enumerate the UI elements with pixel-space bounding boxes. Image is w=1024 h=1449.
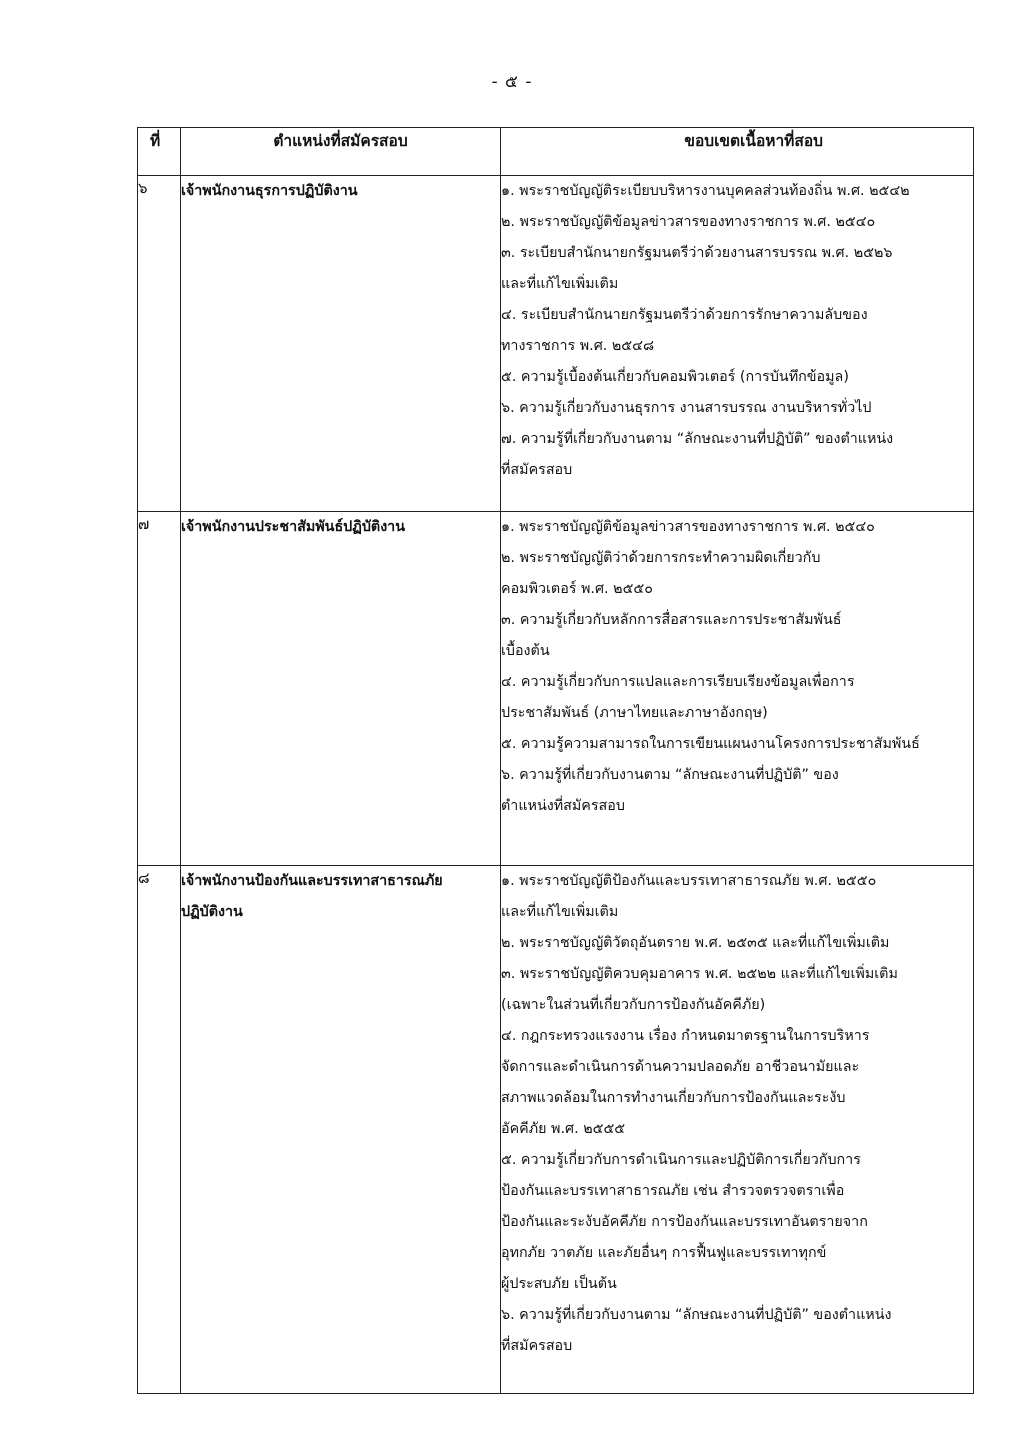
scope-line: ๖. ความรู้ที่เกี่ยวกับงานตาม “ลักษณะงานที่ปฏิบัติ” ของตำแหน่ง: [501, 1307, 892, 1323]
scope-line: ๗. ความรู้ที่เกี่ยวกับงานตาม “ลักษณะงานที่ปฏิบัติ” ของตำแหน่ง: [501, 431, 894, 447]
scope-line: ที่สมัครสอบ: [501, 1338, 573, 1354]
scope-line: ๕. ความรู้เกี่ยวกับการดำเนินการและปฏิบัติการเกี่ยวกับการ: [501, 1152, 861, 1168]
scope-line: จัดการและดำเนินการด้านความปลอดภัย อาชีวอนามัยและ: [501, 1059, 860, 1075]
position-cell: [181, 176, 501, 512]
scope-line: (เฉพาะในส่วนที่เกี่ยวกับการป้องกันอัคคีภัย): [501, 997, 766, 1013]
scope-line: ๕. ความรู้เบื้องต้นเกี่ยวกับคอมพิวเตอร์ (การบันทึกข้อมูล): [501, 369, 849, 385]
table-row: [138, 176, 974, 512]
scope-line: ๓. ความรู้เกี่ยวกับหลักการสื่อสารและการประชาสัมพันธ์: [501, 612, 842, 628]
row-number: ๗: [138, 512, 181, 866]
position-line: เจ้าพนักงานประชาสัมพันธ์ปฏิบัติงาน: [181, 519, 405, 535]
scope-line: อุทกภัย วาตภัย และภัยอื่นๆ การฟื้นฟูและบรรเทาทุกข์: [501, 1245, 827, 1261]
scope-line: ๖. ความรู้ที่เกี่ยวกับงานตาม “ลักษณะงานที่ปฏิบัติ” ของ: [501, 767, 839, 783]
row-number: ๖: [138, 176, 181, 512]
scope-line: ๕. ความรู้ความสามารถในการเขียนแผนงานโครงการประชาสัมพันธ์: [501, 736, 920, 752]
scope-line: ๔. ระเบียบสำนักนายกรัฐมนตรีว่าด้วยการรักษาความลับของ: [501, 307, 868, 323]
scope-line: ป้องกันและบรรเทาสาธารณภัย เช่น สำรวจตรวจตราเพื่อ: [501, 1183, 845, 1199]
scope-line: ๑. พระราชบัญญัติข้อมูลข่าวสารของทางราชการ พ.ศ. ๒๕๔๐: [501, 519, 875, 535]
table-header-row: [138, 128, 974, 176]
scope-line: ป้องกันและระงับอัคคีภัย การป้องกันและบรรเทาอันตรายจาก: [501, 1214, 868, 1230]
scope-line: ผู้ประสบภัย เป็นต้น: [501, 1276, 617, 1292]
scope-line: ๓. ระเบียบสำนักนายกรัฐมนตรีว่าด้วยงานสารบรรณ พ.ศ. ๒๕๒๖: [501, 245, 893, 261]
page-number: - ๕ -: [491, 72, 533, 92]
scope-cell: [501, 176, 974, 512]
exam-scope-table: [137, 127, 974, 1394]
scope-line: ตำแหน่งที่สมัครสอบ: [501, 798, 625, 814]
position-line: ปฏิบัติงาน: [181, 904, 243, 920]
position-cell: [181, 866, 501, 1394]
scope-line: ๖. ความรู้เกี่ยวกับงานธุรการ งานสารบรรณ งานบริหารทั่วไป: [501, 400, 872, 416]
position-line: เจ้าพนักงานธุรการปฏิบัติงาน: [181, 183, 358, 199]
position-cell: [181, 512, 501, 866]
scope-line: สภาพแวดล้อมในการทำงานเกี่ยวกับการป้องกันและระงับ: [501, 1090, 846, 1106]
row-number: ๘: [138, 866, 181, 1394]
scope-line: ประชาสัมพันธ์ (ภาษาไทยและภาษาอังกฤษ): [501, 705, 768, 721]
scope-line: ๔. กฎกระทรวงแรงงาน เรื่อง กำหนดมาตรฐานในการบริหาร: [501, 1028, 870, 1044]
scope-line: ๔. ความรู้เกี่ยวกับการแปลและการเรียบเรียงข้อมูลเพื่อการ: [501, 674, 855, 690]
scope-line: และที่แก้ไขเพิ่มเติม: [501, 276, 619, 292]
scope-line: ๒. พระราชบัญญัติว่าด้วยการกระทำความผิดเกี่ยวกับ: [501, 550, 821, 566]
scope-line: เบื้องต้น: [501, 643, 550, 659]
scope-line: ที่สมัครสอบ: [501, 462, 573, 478]
scope-line: ทางราชการ พ.ศ. ๒๕๔๘: [501, 338, 654, 354]
scope-line: ๑. พระราชบัญญัติป้องกันและบรรเทาสาธารณภัย พ.ศ. ๒๕๕๐: [501, 873, 877, 889]
header-position: ตำแหน่งที่สมัครสอบ: [181, 128, 501, 176]
table-row: [138, 512, 974, 866]
table-row: [138, 866, 974, 1394]
scope-cell: [501, 512, 974, 866]
header-scope: ขอบเขตเนื้อหาที่สอบ: [501, 128, 974, 176]
scope-line: ๑. พระราชบัญญัติระเบียบบริหารงานบุคคลส่วนท้องถิ่น พ.ศ. ๒๕๔๒: [501, 183, 910, 199]
scope-line: ๓. พระราชบัญญัติควบคุมอาคาร พ.ศ. ๒๕๒๒ และที่แก้ไขเพิ่มเติม: [501, 966, 898, 982]
scope-line: ๒. พระราชบัญญัติวัตถุอันตราย พ.ศ. ๒๕๓๕ และที่แก้ไขเพิ่มเติม: [501, 935, 890, 951]
scope-line: อัคคีภัย พ.ศ. ๒๕๕๕: [501, 1121, 626, 1137]
scope-line: และที่แก้ไขเพิ่มเติม: [501, 904, 619, 920]
header-no: ที่: [138, 128, 181, 176]
scope-line: ๒. พระราชบัญญัติข้อมูลข่าวสารของทางราชการ พ.ศ. ๒๕๔๐: [501, 214, 876, 230]
scope-cell: [501, 866, 974, 1394]
scope-line: คอมพิวเตอร์ พ.ศ. ๒๕๕๐: [501, 581, 653, 597]
position-line: เจ้าพนักงานป้องกันและบรรเทาสาธารณภัย: [181, 873, 443, 889]
